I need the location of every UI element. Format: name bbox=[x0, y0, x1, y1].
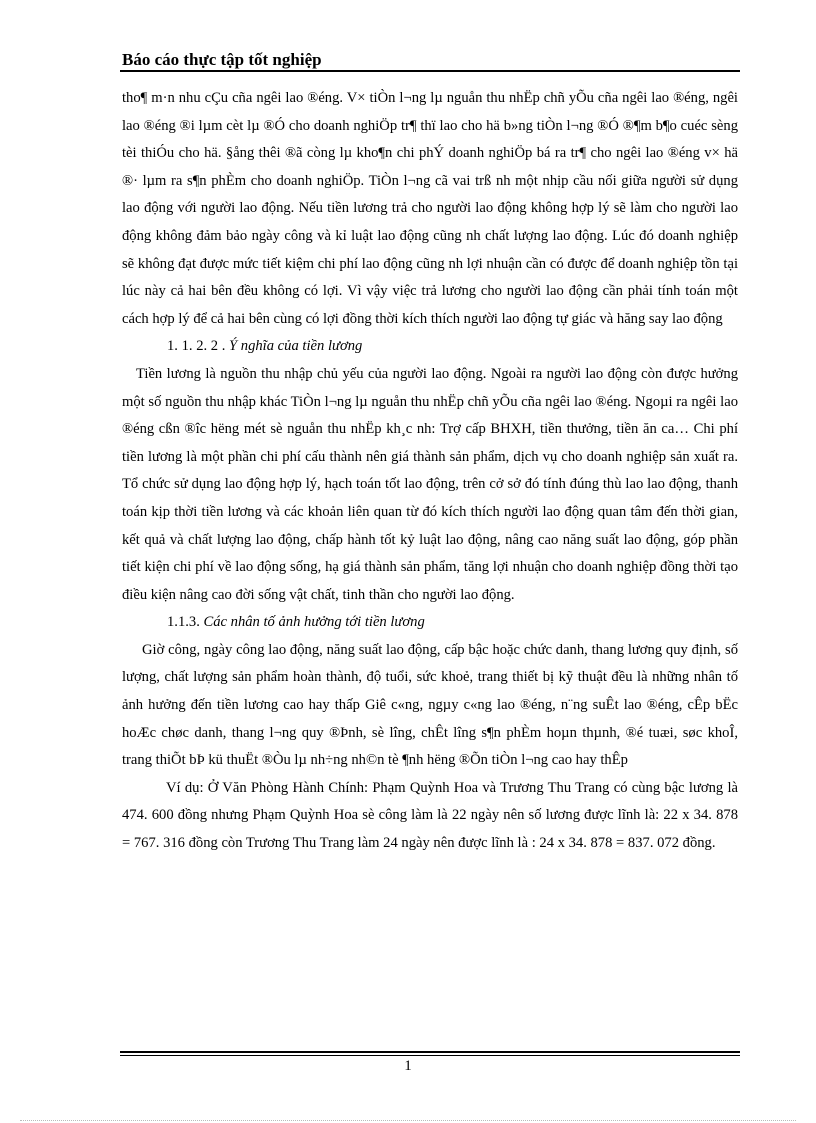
paragraph-role-of-wages: tho¶ m·n nhu cÇu cña ngêi lao ®éng. V× tiÒn l¬ng lµ nguån thu nhËp chñ yÕu cña ngêi lao ®éng, ngêi lao ®éng ®i lµm cèt lµ ®Ó cho doanh nghiÖp tr¶ thï lao cho hä b»ng tiÒn l¬ng ®Ó ®¶m b¶o cuéc sèng tèi thiÓu cho hä. §ång thêi ®ã còng lµ kho¶n chi phÝ doanh nghiÖp bá ra tr¶ cho ngêi lao ®éng v× hä ®· lµm ra s¶n phÈm cho doanh nghiÖp. TiÒn l¬ng cã vai trß nh một nhịp cầu nối giữa người sử dụng lao động với người lao động. Nếu tiền lương trả cho người lao động không hợp lý sẽ làm cho người lao động không đảm bảo ngày công và kỉ luật lao động cũng nh chất lượng lao động. Lúc đó doanh nghiệp sẽ không đạt được mức tiết kiệm chi phí lao động cũng nh lợi nhuận cần có được để doanh nghiệp tồn tại lúc này cả hai bên đều không có lợi. Vì vậy việc trả lương cho người lao động cần phải tính toán một cách hợp lý để cả hai bên cùng có lợi đồng thời kích thích người lao động tự giác và hăng say lao động bbox=[122, 90, 738, 327]
header-rule bbox=[120, 70, 740, 72]
section-heading-meaning-of-wages bbox=[122, 333, 738, 361]
section-heading-factors bbox=[122, 609, 738, 637]
section-number: 1. 1. 2. 2 . bbox=[167, 338, 230, 355]
footer-rule bbox=[120, 1051, 740, 1053]
paragraph-meaning-of-wages: Tiền lương là nguồn thu nhập chủ yếu của người lao động. Ngoài ra người lao động còn được hưởng một số nguồn thu nhập khác TiÒn l¬ng lµ nguån thu nhËp chñ yÕu cña ngêi lao ®éng. Ngoµi ra ngêi lao ®éng cßn ®îc hëng mét sè nguån thu nhËp kh¸c nh: Trợ cấp BHXH, tiền thưởng, tiền ăn ca… Chi phí tiền lương là một phần chi phí cấu thành nên giá thành sản phẩm, dịch vụ cho doanh nghiệp sản xuất ra. Tổ chức sử dụng lao động hợp lý, hạch toán tốt lao động, trên cở sở đó tính đúng thù lao lao động, thanh toán kịp thời tiền lương và các khoản liên quan từ đó kích thích người lao động quan tâm đến thời gian, kết quả và chất lượng lao động, chấp hành tốt kỷ luật lao động, nâng cao năng suất lao động, góp phần tiết kiện chi phí về lao động sống, hạ giá thành sản phẩm, tăng lợi nhuận cho doanh nghiệp đồng thời tạo điều kiện nâng cao đời sống vật chất, tinh thần cho người lao động. bbox=[122, 365, 738, 603]
document-body bbox=[122, 85, 738, 858]
paragraph-example: Ví dụ: Ở Văn Phòng Hành Chính: Phạm Quỳnh Hoa và Trương Thu Trang có cùng bậc lương là 474. 600 đồng nhưng Phạm Quỳnh Hoa sè công làm là 22 ngày nên số lương được lĩnh là: 22 x 34. 878 = 767. 316 đồng còn Trương Thu Trang làm 24 ngày nên được lĩnh là : 24 x 34. 878 = 837. 072 đồng. bbox=[122, 779, 738, 852]
paragraph-factors: Giờ công, ngày công lao động, năng suất lao động, cấp bậc hoặc chức danh, thang lương quy định, số lượng, chất lượng sản phẩm hoàn thành, độ tuổi, sức khoẻ, trang thiết bị kỹ thuật đều là những nhân tố ảnh hưởng đến tiền lương cao hay thấp Giê c«ng, ngµy c«ng lao ®éng, n¨ng suÊt lao ®éng, cÊp bËc hoÆc chøc danh, thang l¬ng quy ®Þnh, sè lîng, chÊt lîng s¶n phÈm hoµn thµnh, ®é tuæi, søc khoÎ, trang thiÕt bÞ kü thuËt ®Òu lµ nh÷ng nh©n tè ¶nh hëng ®Õn tiÒn l¬ng cao hay thÊp bbox=[122, 641, 738, 769]
page-number: 1 bbox=[404, 1058, 412, 1074]
section-title: Ý nghĩa của tiền lương bbox=[229, 338, 363, 355]
section-number: 1.1.3. bbox=[167, 614, 204, 631]
section-title: Các nhân tố ảnh hưởng tới tiền lương bbox=[203, 614, 425, 631]
footer-rule-thin bbox=[120, 1055, 740, 1056]
page-edge bbox=[20, 1120, 796, 1121]
document-header-title: Báo cáo thực tập tốt nghiệp bbox=[122, 50, 322, 69]
